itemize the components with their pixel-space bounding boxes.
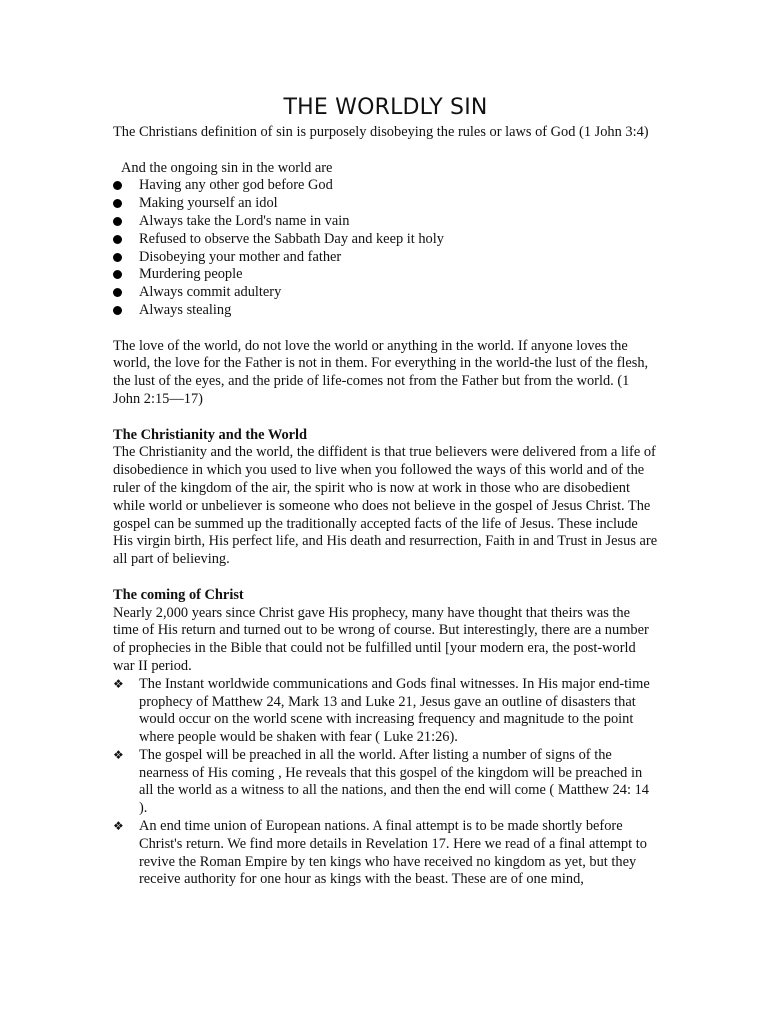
bullet-icon — [113, 253, 122, 262]
list-item: ❖ The gospel will be preached in all the world. After listing a number of signs of the nearness of His coming , He reveals that this gospel of the kingdom will be preached in all the world as a witness to all the nations, and then the end will come ( Matthew 24: 14 ). — [113, 746, 649, 817]
list-item: ❖ The Instant worldwide communications and Gods final witnesses. In His major end-time prophecy of Matthew 24, Mark 13 and Luke 21, Jesus gave an outline of disasters that would occur on the world scene with increasing frequency and magnitude to the point where people would be shaken with fear ( Luke 21:26). — [113, 675, 650, 746]
sins-list — [113, 177, 658, 319]
list-item: ❖ An end time union of European nations. A final attempt is to be made shortly before Christ's return. We find more details in Revelation 17. Here we read of a final attempt to revive the Roman Empire by ten kings who have received no kingdom as yet, but they receive authority for one hour as kings with the beast. These are of one mind, — [113, 818, 647, 888]
spacer — [113, 320, 658, 338]
diamond-bullet-icon: ❖ — [113, 819, 124, 834]
list-item: Having any other god before God — [113, 177, 658, 195]
love-paragraph: The love of the world, do not love the world or anything in the world. If anyone loves the world, the love for the Father is not in them. For everything in the world-the lust of the flesh, the lust of the eyes, and the pride of life-comes not from the Father but from the world. (1 John 2:15—17) — [113, 337, 649, 407]
list-item: Disobeying your mother and father — [113, 249, 658, 267]
bullet-icon — [113, 181, 122, 190]
list-item: Always stealing — [113, 302, 658, 320]
spacer — [113, 409, 658, 427]
bullet-icon — [113, 199, 122, 208]
bullet-icon — [113, 235, 122, 244]
section-body-christianity: The Christianity and the world, the diffident is that true believers were delivered from a life of disobedience in which you used to live when you followed the ways of this world and of the ruler of the kingdom of the air, the spirit who is now at work in those who are disobedient while world or unbeliever is someone who does not believe in the gospel of Jesus Christ. The gospel can be summed up the traditionally accepted facts of the life of Jesus. These include His virgin birth, His perfect life, and His death and resurrection, Faith in and Trust in Jesus are all part of believing. — [113, 444, 658, 568]
bullet-icon — [113, 217, 122, 226]
document-title: THE WORLDLY SIN — [283, 95, 488, 120]
bullet-icon — [113, 306, 122, 315]
list-item: Murdering people — [113, 266, 658, 284]
spacer — [113, 569, 658, 587]
bullet-icon — [113, 288, 122, 297]
intro-paragraph: The Christians definition of sin is purposely disobeying the rules or laws of God (1 John 3:4) — [113, 124, 649, 140]
spacer — [113, 142, 658, 160]
list-item: Always commit adultery — [113, 284, 658, 302]
list-item: Making yourself an idol — [113, 195, 658, 213]
diamond-bullet-icon: ❖ — [113, 676, 124, 691]
bullet-icon — [113, 270, 122, 279]
section-body-coming: Nearly 2,000 years since Christ gave His prophecy, many have thought that theirs was the time of His return and turned out to be wrong of course. But interestingly, there are a number of prophecies in the Bible that could not be fulfilled until [your modern era, the post-world war II period. — [113, 604, 649, 674]
section-heading-christianity: The Christianity and the World — [113, 426, 308, 443]
section-heading-coming: The coming of Christ — [113, 586, 244, 603]
sins-list-intro: And the ongoing sin in the world are — [121, 159, 333, 176]
list-item: Always take the Lord's name in vain — [113, 213, 658, 231]
list-item: Refused to observe the Sabbath Day and keep it holy — [113, 231, 658, 249]
prophecy-list — [113, 676, 658, 890]
document-page — [113, 94, 658, 889]
diamond-bullet-icon: ❖ — [113, 747, 124, 762]
